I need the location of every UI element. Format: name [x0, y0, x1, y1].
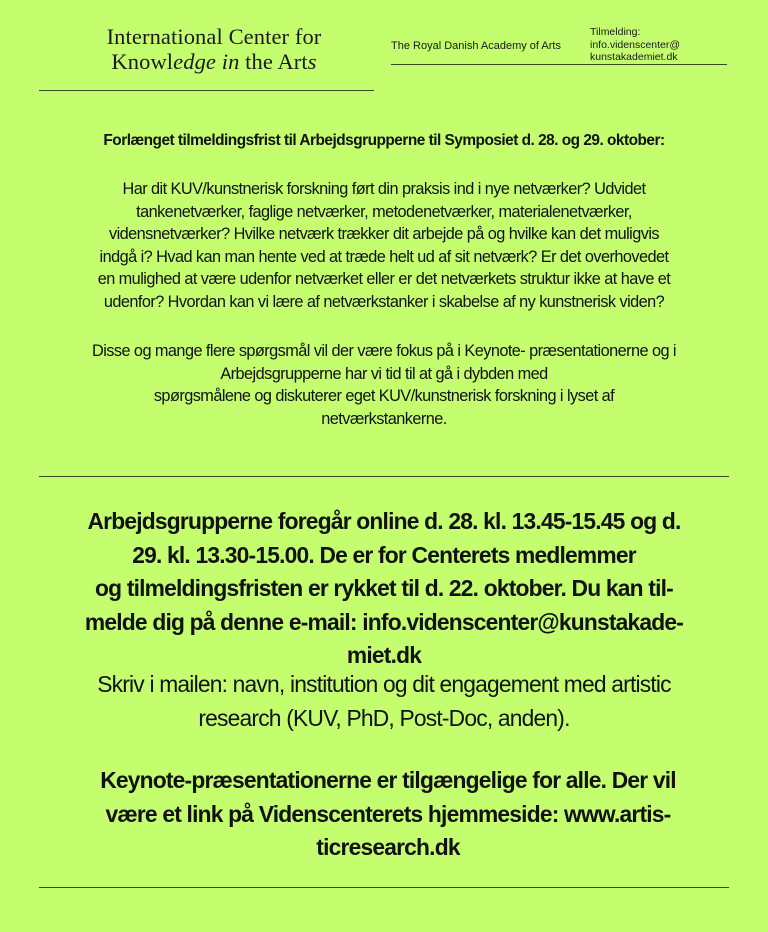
text-line: Keynote-præsentationerne er tilgængelige for alle. Der vil	[100, 767, 676, 793]
text-line: spørgsmålene og diskuterer eget KUV/kunstnerisk forskning i lyset af	[153, 387, 615, 405]
logo-line-2	[84, 49, 344, 74]
text-line: 29. kl. 13.30-15.00. De er for Centerets medlemmer	[132, 541, 636, 568]
text-line: miet.dk	[346, 642, 422, 668]
focus-paragraph	[20, 340, 748, 430]
logo-text: Knowl	[111, 49, 174, 74]
text-line: være et link på Videnscenterets hjemmeside: www.artis-	[105, 800, 671, 827]
text-line: Arbejdsgrupperne har vi tid til at gå i dybden med	[220, 364, 548, 383]
logo-text-italic: s	[307, 49, 317, 74]
text-line: Har dit KUV/kunstnerisk forskning ført din praksis ind i nye netværker? Udvidet	[122, 180, 646, 198]
text-line: Disse og mange flere spørgsmål vil der være fokus på i Keynote- præsentationerne og i	[92, 342, 676, 360]
text-line: og tilmeldingsfristen er rykket til d. 22. oktober. Du kan til-	[95, 575, 673, 601]
footer-divider	[39, 887, 729, 888]
text-line: en mulighed at være udenfor netværket eller er det netværkets struktur ikke at have et	[97, 270, 671, 288]
signup-label: Tilmelding:	[590, 26, 641, 38]
intro-paragraph	[20, 178, 748, 313]
signup-info	[590, 26, 680, 64]
text-line: indgå i? Hvad kan man hente ved at træde helt ud af sit netværk? Er det overhovedet	[99, 247, 669, 266]
text-line: Skriv i mailen: navn, institution og dit engagement med artistic	[97, 671, 671, 697]
text-line: research (KUV, PhD, Post-Doc, anden).	[198, 704, 570, 731]
logo-divider	[39, 90, 374, 91]
page-heading: Forlænget tilmeldingsfrist til Arbejdsgrupperne til Symposiet d. 28. og 29. oktober:	[103, 132, 665, 149]
signup-email-line-2[interactable]: kunstakademiet.dk	[590, 51, 678, 63]
workgroups-info	[20, 505, 748, 673]
signup-email-line-1[interactable]: info.videnscenter@	[590, 38, 681, 51]
text-line: ticresearch.dk	[316, 834, 460, 860]
text-line: netværkstankerne.	[321, 409, 447, 428]
header-divider	[391, 64, 727, 65]
center-logo	[84, 24, 344, 74]
academy-name: The Royal Danish Academy of Arts	[391, 40, 561, 52]
keynote-info	[24, 764, 752, 865]
logo-text: the Art	[239, 49, 308, 74]
logo-text-italic: edge in	[173, 49, 240, 74]
logo-line-1: International Center for	[106, 24, 322, 49]
section-divider	[39, 476, 729, 477]
text-line: melde dig på denne e-mail: info.videnscenter@kunstakade-	[84, 608, 684, 635]
text-line: tankenetværker, faglige netværker, metodenetværker, materialenetværker,	[136, 202, 632, 221]
text-line: udenfor? Hvordan kan vi lære af netværkstanker i skabelse af ny kunstnerisk viden?	[103, 292, 665, 311]
mail-instructions	[20, 668, 748, 735]
text-line: Arbejdsgrupperne foregår online d. 28. kl. 13.45-15.45 og d.	[87, 508, 681, 534]
text-line: vidensnetværker? Hvilke netværk trækker dit arbejde på og hvilke kan det muligvis	[109, 225, 659, 243]
